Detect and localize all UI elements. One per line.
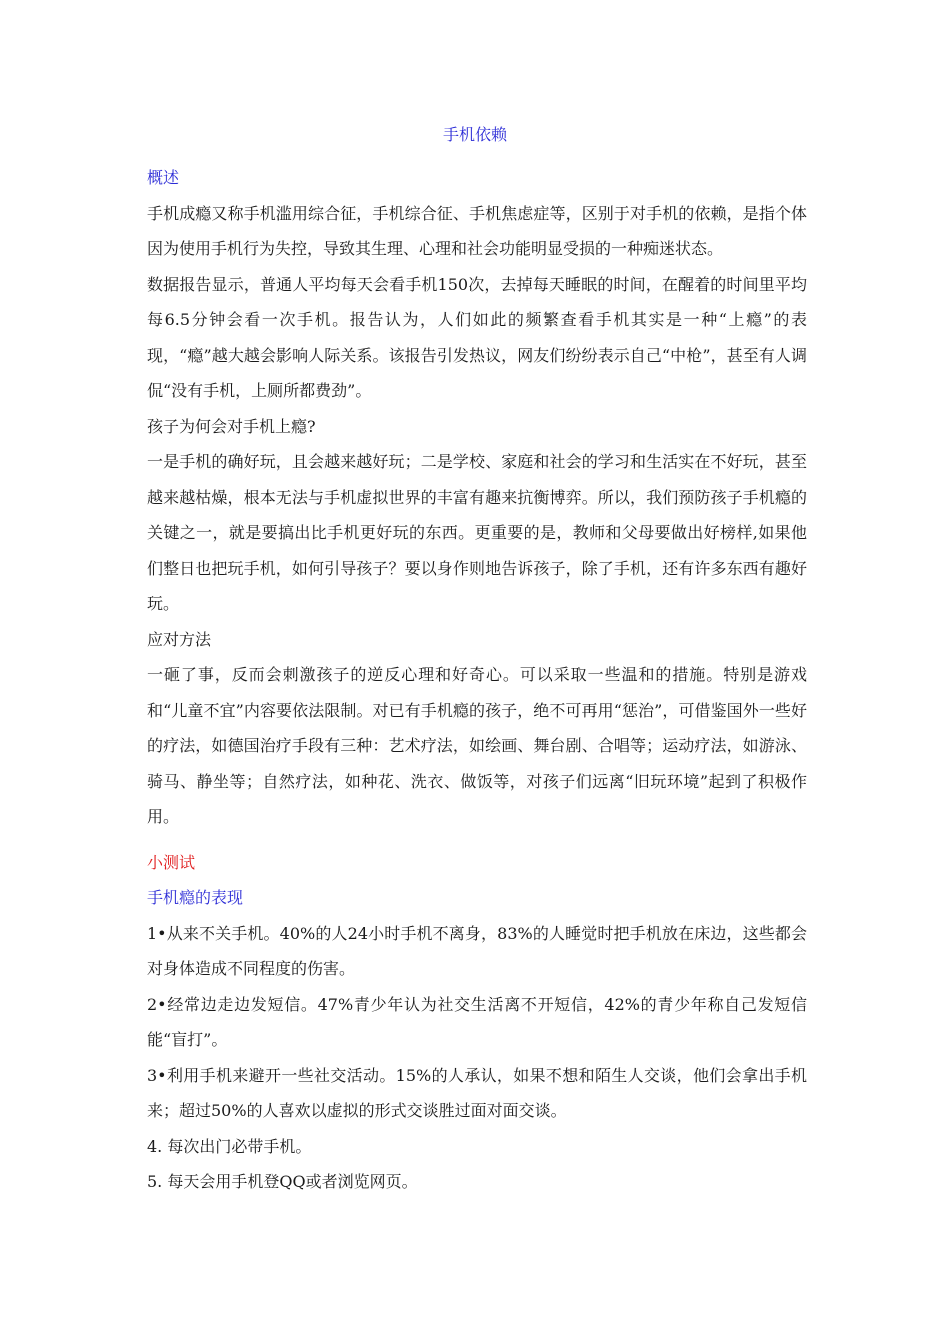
quiz-heading: 小测试: [147, 852, 196, 872]
document-body: [147, 160, 807, 1200]
document-title: 手机依赖: [442, 125, 507, 144]
why-paragraph: 一是手机的确好玩，且会越来越好玩；二是学校、家庭和社会的学习和生活实在不好玩，甚至越来越枯燥，根本无法与手机虚拟世界的丰富有趣来抗衡博弈。所以，我们预防孩子手机瘾的关键之一，就是要搞出比手机更好玩的东西。更重要的是，教师和父母要做出好榜样,如果他们整日也把玩手机，如何引导孩子？要以身作则地告诉孩子，除了手机，还有许多东西有趣好玩。: [147, 452, 807, 613]
symptom-item-4: 4. 每次出门必带手机。: [147, 1136, 312, 1156]
symptom-item-1: 1•从来不关手机。40%的人24小时手机不离身，83%的人睡觉时把手机放在床边，这些都会对身体造成不同程度的伤害。: [147, 923, 807, 978]
overview-heading: 概述: [147, 168, 180, 187]
overview-paragraph-1: 手机成瘾又称手机滥用综合征，手机综合征、手机焦虑症等，区别于对手机的依赖，是指个体因为使用手机行为失控，导致其生理、心理和社会功能明显受损的一种痴迷状态。: [147, 203, 807, 258]
why-heading: 孩子为何会对手机上瘾?: [147, 416, 316, 436]
symptom-item-5: 5. 每天会用手机登QQ或者浏览网页。: [147, 1172, 418, 1191]
symptom-item-2: 2•经常边走边发短信。47%青少年认为社交生活离不开短信，42%的青少年称自己发短信能“盲打”。: [147, 994, 807, 1049]
symptom-item-3: 3•利用手机来避开一些社交活动。15%的人承认，如果不想和陌生人交谈，他们会拿出手机来；超过50%的人喜欢以虚拟的形式交谈胜过面对面交谈。: [147, 1065, 807, 1120]
overview-paragraph-2: 数据报告显示，普通人平均每天会看手机150次，去掉每天睡眠的时间，在醒着的时间里平均每6.5分钟会看一次手机。报告认为，人们如此的频繁查看手机其实是一种“上瘾”的表现，“瘾”越大越会影响人际关系。该报告引发热议，网友们纷纷表示自己“中枪”，甚至有人调侃“没有手机，上厕所都费劲”。: [147, 274, 807, 400]
symptoms-heading: 手机瘾的表现: [147, 888, 244, 907]
method-heading: 应对方法: [147, 629, 212, 649]
method-paragraph: 一砸了事，反而会刺激孩子的逆反心理和好奇心。可以采取一些温和的措施。特别是游戏和“儿童不宜”内容要依法限制。对已有手机瘾的孩子，绝不可再用“惩治”，可借鉴国外一些好的疗法，如德国治疗手段有三种：艺术疗法，如绘画、舞台剧、合唱等；运动疗法，如游泳、骑马、静坐等；自然疗法，如种花、洗衣、做饭等，对孩子们远离“旧玩环境”起到了积极作用。: [147, 665, 807, 826]
section-gap: [147, 835, 807, 845]
